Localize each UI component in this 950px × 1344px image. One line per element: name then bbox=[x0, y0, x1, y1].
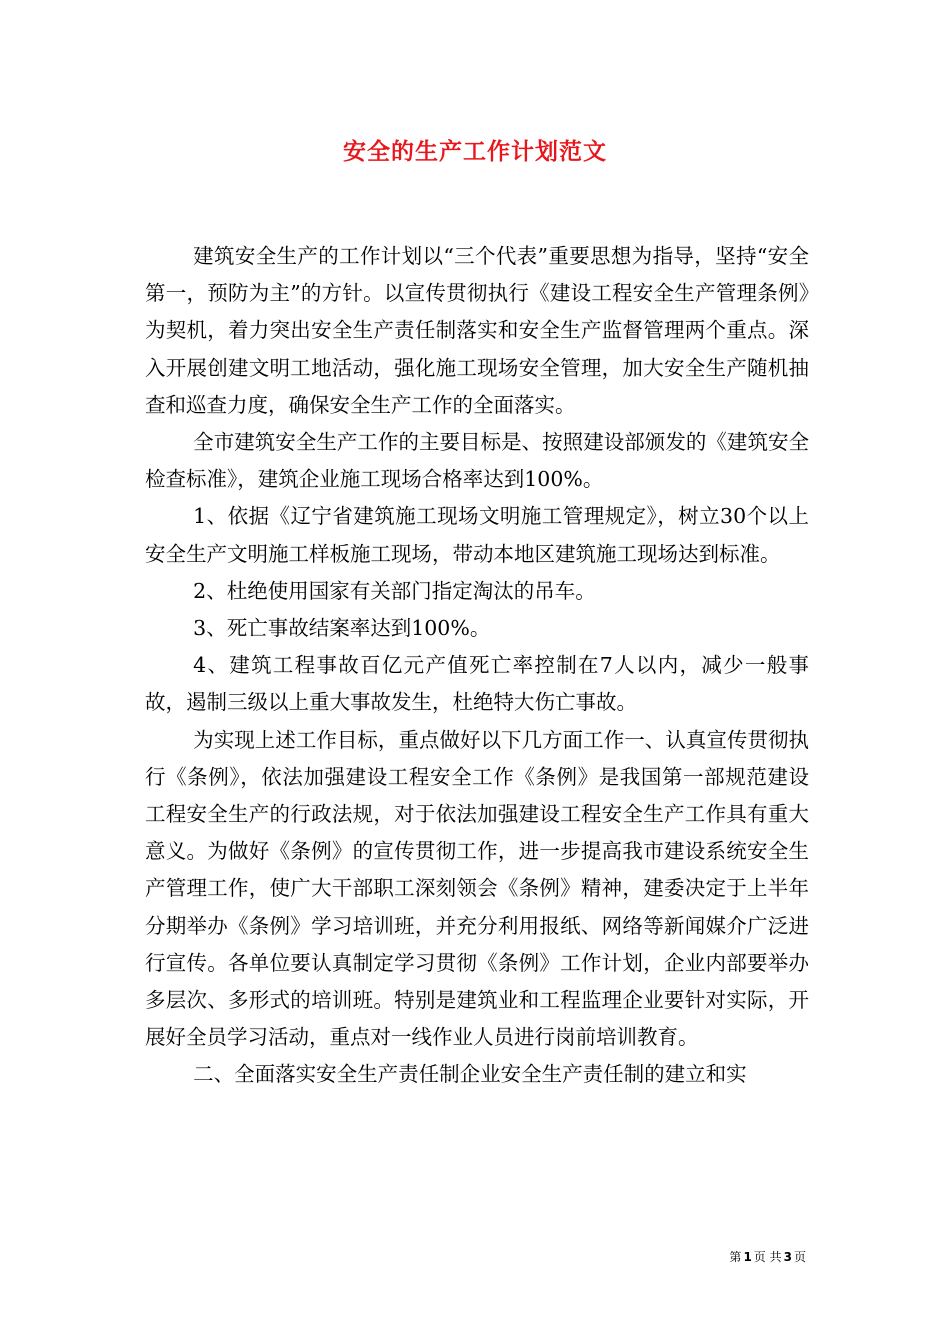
footer-page-number: 1 bbox=[743, 1250, 752, 1264]
paragraph: 二、全面落实安全生产责任制企业安全生产责任制的建立和实 bbox=[193, 1062, 747, 1087]
paragraph: 为实现上述工作目标，重点做好以下几方面工作一、认真宣传贯彻执行《条例》，依法加强建设工程安全工作《条例》是我国第一部规范建设工程安全生产的行政法规，对于依法加强建设工程安全生产工作具有重大意义。为做好《条例》的宣传贯彻工作，进一步提高我市建设系统安全生产管理工作，使广大干部职工深刻领会《条例》精神，建委决定于上半年分期举办《条例》学习培训班，并充分利用报纸、网络等新闻媒介广泛进行宣传。各单位要认真制定学习贯彻《条例》工作计划，企业内部要举办多层次、多形式的培训班。特别是建筑业和工程监理企业要针对实际，开展好全员学习活动，重点对一线作业人员进行岗前培训教育。 bbox=[145, 727, 809, 1050]
paragraph: 3、死亡事故结案率达到100%。 bbox=[193, 616, 491, 641]
paragraph: 建筑安全生产的工作计划以“三个代表”重要思想为指导，坚持“安全第一，预防为主”的方针。以宣传贯彻执行《建设工程安全生产管理条例》为契机，着力突出安全生产责任制落实和安全生产监督管理两个重点。深入开展创建文明工地活动，强化施工现场安全管理，加大安全生产随机抽查和巡查力度，确保安全生产工作的全面落实。 bbox=[145, 244, 809, 417]
footer-prefix: 第 bbox=[729, 1250, 742, 1264]
footer-total-pages: 3 bbox=[783, 1250, 792, 1264]
paragraph: 1、依据《辽宁省建筑施工现场文明施工管理规定》，树立30个以上安全生产文明施工样板施工现场，带动本地区建筑施工现场达到标准。 bbox=[145, 504, 809, 566]
footer-suffix: 页 bbox=[793, 1250, 806, 1264]
document-body bbox=[145, 238, 809, 1094]
page-footer bbox=[729, 1248, 806, 1265]
paragraph: 4、建筑工程事故百亿元产值死亡率控制在7人以内，减少一般事故，遏制三级以上重大事故发生，杜绝特大伤亡事故。 bbox=[145, 653, 809, 715]
paragraph: 2、杜绝使用国家有关部门指定淘汰的吊车。 bbox=[193, 578, 596, 603]
paragraph: 全市建筑安全生产工作的主要目标是、按照建设部颁发的《建筑安全检查标准》，建筑企业施工现场合格率达到100%。 bbox=[145, 430, 809, 492]
document-title: 安全的生产工作计划范文 bbox=[343, 138, 607, 165]
footer-middle: 页 共 bbox=[753, 1250, 782, 1264]
